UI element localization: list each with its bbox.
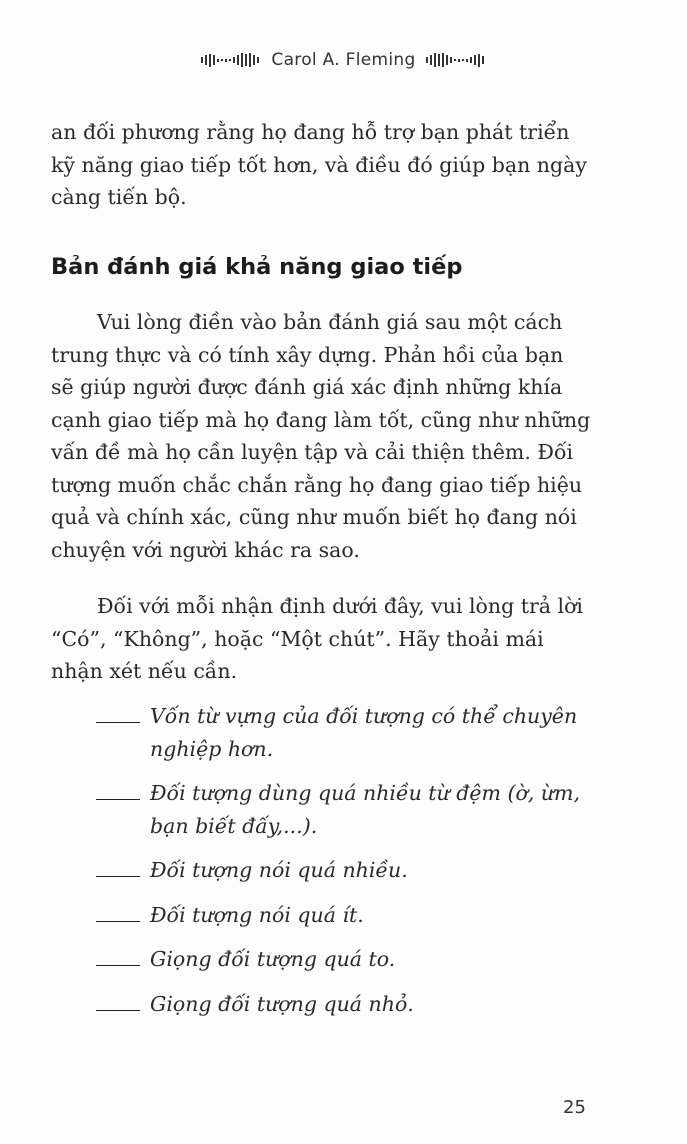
section-heading: Bản đánh giá khả năng giao tiếp <box>51 254 463 280</box>
assessment-list <box>96 700 616 1032</box>
instruction-paragraph: Vui lòng điền vào bản đánh giá sau một cách trung thực và có tính xây dựng. Phản hồi của bạn sẽ giúp người được đánh giá xác định những khía cạnh giao tiếp mà họ đang làm tốt, cũng như những vấn đề mà họ cần luyện tập và cải thiện thêm. Đối tượng muốn chắc chắn rằng họ đang giao tiếp hiệu quả và chính xác, cũng như muốn biết họ đang nói chuyện với người khác ra sao. <box>51 310 591 562</box>
assessment-item <box>96 943 616 976</box>
answer-blank[interactable] <box>96 854 140 877</box>
assessment-statement: Đối tượng nói quá nhiều. <box>150 858 408 882</box>
sound-wave-ornament-icon <box>426 50 486 70</box>
assessment-statement: Vốn từ vựng của đối tượng có thể chuyên nghiệp hơn. <box>150 704 578 761</box>
page-header <box>0 44 687 76</box>
assessment-statement: Giọng đối tượng quá nhỏ. <box>150 991 414 1016</box>
assessment-statement: Đối tượng nói quá ít. <box>150 902 364 927</box>
answer-blank[interactable] <box>96 899 140 922</box>
assessment-item <box>96 777 616 842</box>
answer-blank[interactable] <box>96 777 140 800</box>
assessment-item <box>96 899 616 932</box>
assessment-statement: Đối tượng dùng quá nhiều từ đệm (ờ, ừm, bạn biết đấy,...). <box>150 781 581 838</box>
assessment-item <box>96 988 616 1021</box>
page-number: 25 <box>563 1097 586 1118</box>
answer-instruction-paragraph: Đối với mỗi nhận định dưới đây, vui lòng trả lời “Có”, “Không”, hoặc “Một chút”. Hãy thoải mái nhận xét nếu cần. <box>51 594 583 683</box>
running-head: Carol A. Fleming <box>271 50 416 70</box>
assessment-item <box>96 854 616 887</box>
assessment-statement: Giọng đối tượng quá to. <box>150 947 396 971</box>
sound-wave-ornament-icon <box>201 50 261 70</box>
intro-paragraph: an đối phương rằng họ đang hỗ trợ bạn phát triển kỹ năng giao tiếp tốt hơn, và điều đó giúp bạn ngày càng tiến bộ. <box>51 120 587 209</box>
answer-blank[interactable] <box>96 700 140 723</box>
answer-blank[interactable] <box>96 943 140 966</box>
assessment-item <box>96 700 616 765</box>
answer-blank[interactable] <box>96 988 140 1011</box>
